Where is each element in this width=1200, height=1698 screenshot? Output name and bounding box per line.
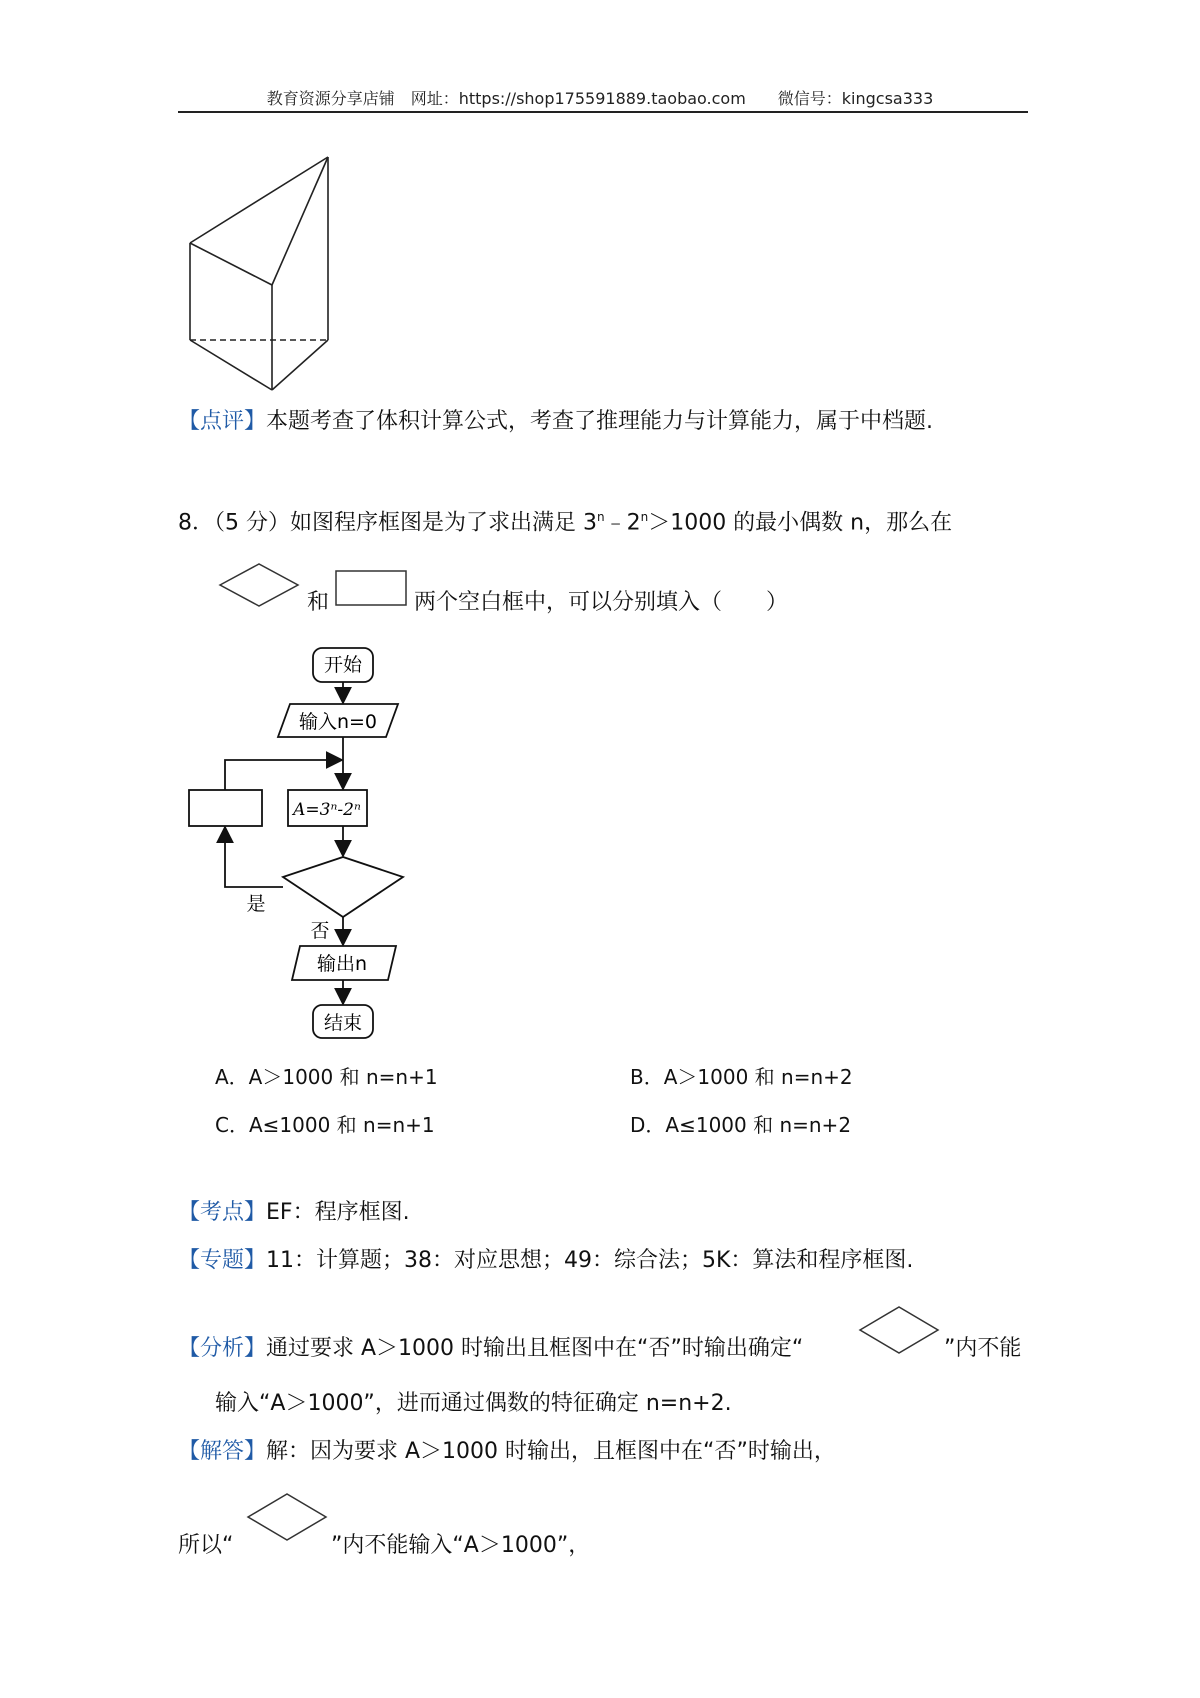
- choice-c: C．A≤1000 和 n=n+1: [215, 1113, 435, 1137]
- flow-assign-label: A=3ⁿ-2ⁿ: [293, 800, 361, 820]
- jieda-tag: 【解答】: [178, 1439, 267, 1464]
- fenxi-text-1: 通过要求 A＞1000 时输出且框图中在“否”时输出确定“: [266, 1336, 804, 1361]
- flow-end-label: 结束: [323, 1012, 363, 1034]
- page-header: 教育资源分享店铺 网址：https://shop175591889.taobao.com 微信号：kingcsa333: [266, 89, 934, 108]
- flow-yes-label: 是: [246, 893, 266, 915]
- jieda-text: 解：因为要求 A＞1000 时输出，且框图中在“否”时输出，: [266, 1439, 836, 1464]
- question-line-2: 两个空白框中，可以分别填入（ ）: [414, 590, 789, 615]
- fenxi-tag: 【分析】: [178, 1336, 267, 1361]
- jieda-line-2b: ”内不能输入“A＞1000”，: [331, 1533, 591, 1558]
- zhuanti-tag: 【专题】: [178, 1248, 267, 1273]
- review-tag: 【点评】: [178, 409, 267, 434]
- kaodian-text: EF：程序框图.: [266, 1200, 410, 1225]
- question-prefix: 8．（5 分）如图程序框图是为了求出满足 3: [178, 510, 597, 536]
- choice-a: A．A＞1000 和 n=n+1: [215, 1065, 438, 1089]
- flow-output-label: 输出n: [316, 953, 368, 975]
- flow-start-label: 开始: [323, 654, 363, 676]
- flow-input-label: 输入n=0: [298, 711, 378, 733]
- question-mid: ﹣2: [604, 510, 641, 536]
- and-text: 和: [307, 590, 330, 615]
- question-exp-1: n: [596, 510, 605, 524]
- choice-d: D．A≤1000 和 n=n+2: [630, 1113, 852, 1137]
- question-exp-2: n: [640, 510, 649, 524]
- fenxi-text-2: ”内不能: [944, 1336, 1022, 1361]
- choice-b: B．A＞1000 和 n=n+2: [630, 1065, 853, 1089]
- zhuanti-text: 11：计算题；38：对应思想；49：综合法；5K：算法和程序框图.: [266, 1248, 914, 1273]
- fenxi-line-2: 输入“A＞1000”，进而通过偶数的特征确定 n=n+2.: [215, 1391, 732, 1416]
- review-text: 本题考查了体积计算公式，考查了推理能力与计算能力，属于中档题.: [266, 409, 934, 434]
- jieda-line-2a: 所以“: [178, 1533, 234, 1558]
- diamond-shape-icon: [248, 1494, 326, 1540]
- flow-no-label: 否: [310, 920, 330, 942]
- question-suffix: ＞1000 的最小偶数 n，那么在: [648, 510, 953, 536]
- kaodian-tag: 【考点】: [178, 1200, 267, 1225]
